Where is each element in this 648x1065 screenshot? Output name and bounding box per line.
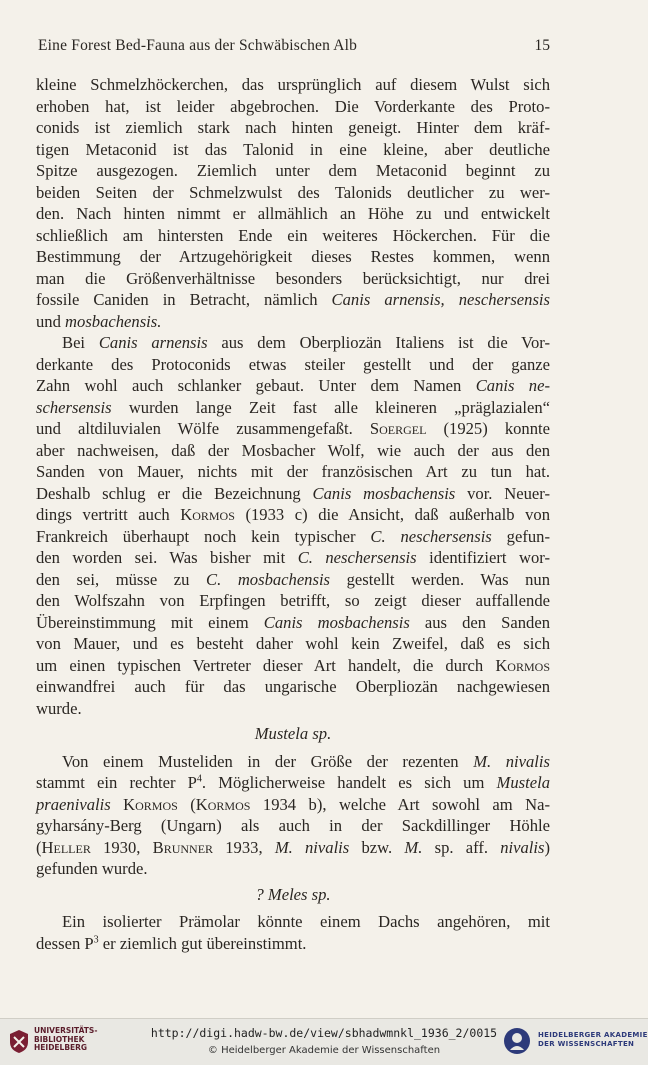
- text-line: den Wolfszahn von Erpfingen betrifft, so zeigt dieser auffallende: [36, 591, 550, 610]
- text-line: stammt ein rechter $P^4$. Möglicherweise handelt es sich um Mustela: [36, 773, 550, 792]
- text-line: einwandfrei auch für das ungarische Oberpliozän nachgewiesen: [36, 677, 550, 696]
- text-line: schließlich am hintersten Ende ein weiteres Höckerchen. Für die: [36, 225, 550, 245]
- copyright-notice: © Heidelberger Akademie der Wissenschaften: [207, 1045, 441, 1056]
- text-line: dings vertritt auch Kormos (1933 c) die Ansicht, daß außerhalb von: [36, 505, 551, 524]
- footer-bar: [0, 1018, 648, 1065]
- text-line: Deshalb schlug er die Bezeichnung Canis mosbachensis vor. Neuer-: [36, 483, 550, 503]
- academy-logo-icon: [503, 1027, 531, 1055]
- text-line: derkante des Protoconids etwas steiler gestellt und der ganze: [36, 354, 550, 374]
- body-text: [36, 74, 550, 954]
- text-line: gyharsány-Berg (Ungarn) als auch in der Sackdillinger Höhle: [36, 816, 550, 835]
- page-number: 15: [534, 37, 550, 54]
- text-line: Bestimmung der Artzugehörigkeit dieses Restes kommen, wenn: [36, 247, 550, 266]
- text-line: von Mauer, und es besteht daher wohl kein Zweifel, daß es sich: [36, 634, 550, 653]
- text-line: um einen typischen Vertreter dieser Art handelt, die durch Kormos: [36, 655, 550, 675]
- text-line: beiden Seiten der Schmelzwulst des Talonids deutlicher zu wer-: [36, 182, 550, 202]
- text-line: den. Nach hinten nimmt er allmählich an Höhe zu und entwickelt: [36, 204, 550, 223]
- text-line: fossile Caniden in Betracht, nämlich Canis arnensis, neschersensis: [36, 290, 550, 309]
- academy-name: HEIDELBERGER AKADEMIE DER WISSENSCHAFTEN: [538, 1031, 648, 1048]
- text-line: und mosbachensis.: [36, 311, 162, 331]
- text-line: Bei Canis arnensis aus dem Oberpliozän Italiens ist die Vor-: [62, 333, 551, 352]
- running-head: Eine Forest Bed-Fauna aus der Schwäbischen Alb: [38, 37, 358, 54]
- text-line: (Heller 1930, Brunner 1933, M. nivalis bzw. M. sp. aff. nivalis): [36, 837, 550, 857]
- text-line: Frankreich überhaupt noch kein typischer C. neschersensis gefun-: [36, 526, 550, 546]
- text-line: Von einem Musteliden in der Größe der rezenten M. nivalis: [62, 751, 550, 771]
- text-line: gefunden wurde.: [36, 859, 148, 878]
- text-line: erhoben hat, ist leider abgebrochen. Die Vorderkante des Proto-: [36, 96, 550, 116]
- text-line: Ein isolierter Prämolar könnte einem Dachs angehören, mit: [62, 912, 550, 931]
- text-line: tigen Metaconid ist das Talonid in eine kleine, aber deutliche: [36, 139, 550, 159]
- text-line: wurde.: [36, 698, 82, 718]
- permalink-url[interactable]: http://digi.hadw-bw.de/view/sbhadwmnkl_1936_2/0015: [150, 1026, 498, 1040]
- text-line: Spitze ausgezogen. Ziemlich unter dem Metaconid beginnt zu: [36, 161, 550, 180]
- text-line: Zahn wohl auch schlanker gebaut. Unter dem Namen Canis ne-: [36, 376, 550, 395]
- text-line: den worden sei. Was bisher mit C. neschersensis identifiziert wor-: [36, 548, 550, 567]
- text-line: und altdiluvialen Wölfe zusammengefaßt. Soergel (1925) konnte: [36, 419, 550, 438]
- text-line: Sanden von Mauer, nichts mit der französischen Art zu tun hat.: [36, 462, 550, 481]
- text-line: praenivalis Kormos (Kormos 1934 b), welche Art sowohl am Na-: [36, 794, 551, 814]
- text-line: conids ist ziemlich stark nach hinten geneigt. Hinter dem kräf-: [36, 118, 550, 137]
- text-line: schersensis wurden lange Zeit fast alle kleineren „präglazialen“: [36, 397, 550, 417]
- section-heading-meles: ? Meles sp.: [255, 884, 331, 904]
- text-line: kleine Schmelzhöckerchen, das ursprünglich auf diesem Wulst sich: [36, 75, 550, 94]
- text-line: man die Größenverhältnisse besonders berücksichtigt, nur drei: [36, 268, 550, 288]
- text-line: dessen $P^3$ er ziemlich gut übereinstimmt.: [36, 933, 307, 953]
- section-heading-mustela: Mustela sp.: [254, 724, 332, 743]
- text-line: Übereinstimmung mit einem Canis mosbachensis aus den Sanden: [36, 612, 550, 632]
- text-line: den sei, müsse zu C. mosbachensis gestellt werden. Was nun: [36, 569, 551, 589]
- library-name: UNIVERSITÄTS- BIBLIOTHEK HEIDELBERG: [34, 1026, 98, 1052]
- text-line: aber nachweisen, daß der Mosbacher Wolf, wie auch der aus den: [36, 440, 550, 460]
